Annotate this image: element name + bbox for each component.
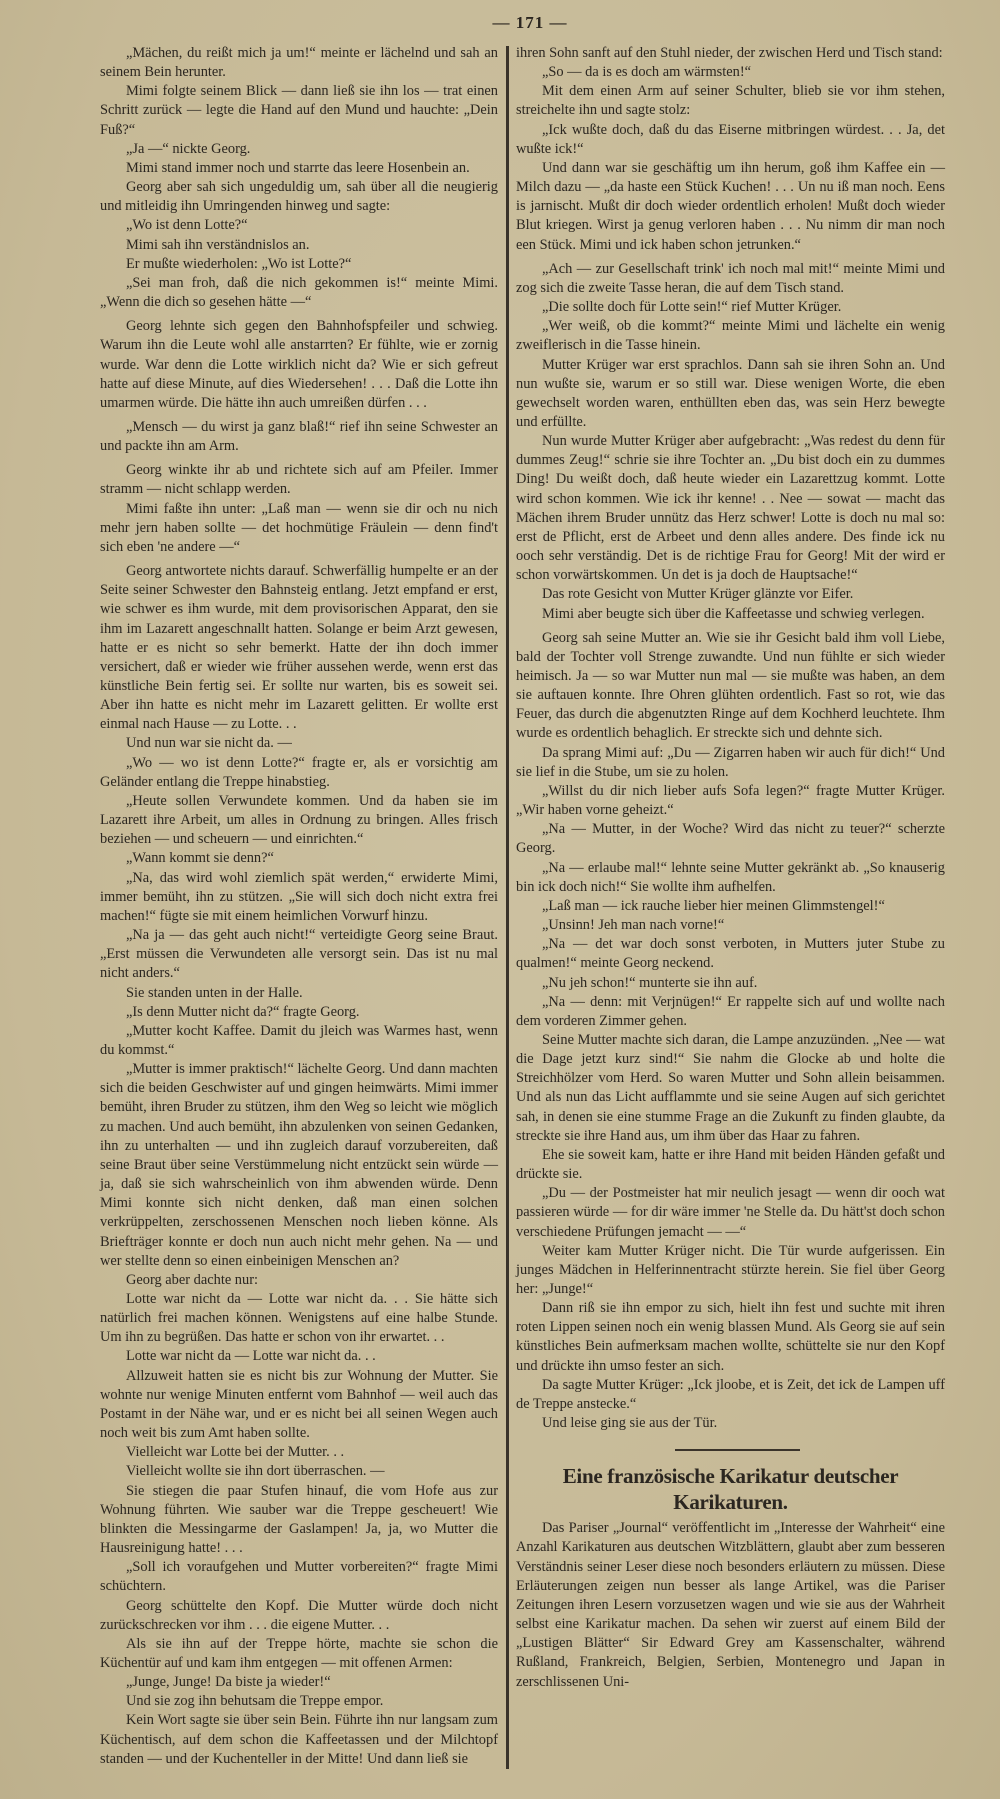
paragraph: „Mensch — du wirst ja ganz blaß!“ rief ihn seine Schwester an und packte ihn am Arm. — [100, 418, 498, 455]
paragraph: Nun wurde Mutter Krüger aber aufgebracht: „Was redest du denn für dummes Zeug!“ schrie sie ihre Tochter an. „Du bist doch ein zu dummes Ding! Du weißt doch, daß heute wieder ein Lazarettzug kommt. Lotte wird schon kommen. Wie ick ihr kenne! . . Nee — sowat — macht das Mächen ihrem Bruder unnütz das Herz schwer! Lotte is doch nu mal so: erst de Pflicht, erst de Arbeet und denn alles andere. Des finde ick nu ooch sehr verständig. Det is de richtige Frau for Georg! Mit der wird er schon vorwärtskommen. Un det is ja doch de Hauptsache!“ — [516, 433, 945, 584]
paragraph: Georg schüttelte den Kopf. Die Mutter würde doch nicht zurückschrecken vor ihm . . . die eigene Mutter. . . — [100, 1597, 498, 1633]
paragraph: „Na — erlaube mal!“ lehnte seine Mutter gekränkt ab. „So knauserig bin ick doch nich!“ Sie wollte ihm aufhelfen. — [516, 859, 945, 895]
section-separator — [675, 1449, 800, 1451]
paragraph: Sie standen unten in der Halle. — [126, 984, 303, 1001]
paragraph: „Wann kommt sie denn?“ — [126, 850, 274, 867]
paragraph: „Mächen, du reißt mich ja um!“ meinte er lächelnd und sah an seinem Bein herunter. — [100, 45, 498, 81]
paragraph: Mutter Krüger war erst sprachlos. Dann sah sie ihren Sohn an. Und nun wußte sie, warum er so still war. Diese wenigen Worte, die eben gewechselt worden waren, enthüllten eben das, was sein Herz bewegte und erfüllte. — [516, 356, 945, 430]
paragraph: Vielleicht wollte sie ihn dort überraschen. — — [126, 1463, 385, 1480]
right-area — [516, 44, 945, 1769]
paragraph: „So — da is es doch am wärmsten!“ — [542, 64, 752, 81]
paragraph: Seine Mutter machte sich daran, die Lampe anzuzünden. „Nee — wat die Dage jetzt kurz sind!“ Sie nahm die Glocke ab und holte die Streichhölzer vom Herd. So waren Mutter und Sohn allein beisammen. Und als nun das Licht aufflammte und sie seine Augen auf sich gerichtet sah, in denen sie eine stumme Frage an die Zukunft zu finden glaubte, da streckte sie ihre Hand aus, um ihm über das Haar zu fahren. — [516, 1031, 945, 1144]
paragraph: Georg aber sah sich ungeduldig um, sah über all die neugierig und mitleidig ihn Umringenden hinweg und sagte: — [100, 179, 498, 215]
paragraph: Sie stiegen die paar Stufen hinauf, die vom Hofe aus zur Wohnung führten. Wie sauber war die Treppe gescheuert! Wie blinkten die Messingarme der Gaslampen! Ja, ja, wo Mutter die Hausreinigung hatte! . . . — [100, 1482, 498, 1557]
paragraph: Und sie zog ihn behutsam die Treppe empor. — [126, 1693, 384, 1710]
paragraph: Allzuweit hatten sie es nicht bis zur Wohnung der Mutter. Sie wohnte nur wenige Minuten entfernt vom Bahnhof — weil auch das Postamt in der Nähe war, und er es nicht bei all seinen Wegen auch noch weit bis zum Amt haben sollte. — [100, 1367, 498, 1442]
paragraph: „Nu jeh schon!“ munterte sie ihn auf. — [542, 974, 758, 991]
paragraph: „Du — der Postmeister hat mir neulich jesagt — wenn dir ooch wat passieren würde — for dir wäre immer 'ne Stelle da. Du hätt'st doch schon verschiedene Prüfungen jemacht — —“ — [516, 1185, 945, 1240]
paragraph: „Mutter kocht Kaffee. Damit du jleich was Warmes hast, wenn du kommst.“ — [100, 1022, 498, 1058]
paragraph: „Willst du dir nich lieber aufs Sofa legen?“ fragte Mutter Krüger. „Wir haben vorne geheizt.“ — [516, 782, 945, 819]
column-divider — [506, 46, 509, 1769]
page-number: — 171 — — [492, 13, 568, 32]
paragraph: „Ja —“ nickte Georg. — [126, 140, 251, 157]
paragraph: Das rote Gesicht von Mutter Krüger glänzte vor Eifer. — [542, 586, 854, 603]
paragraph: Georg lehnte sich gegen den Bahnhofspfeiler und schwieg. Warum ihn die Leute wohl alle anstarrten? Er fühlte, wie er zornig wurde. War denn die Lotte wirklich nicht da? Wie er sich gefreut hatte auf diese Minute, auf dies Wiedersehen! . . . Daß die Lotte ihn umarmen würde. Die hätte ihn auch umreißen dürfen . . . — [100, 318, 498, 411]
paragraph: „Na — det war doch sonst verboten, in Mutters juter Stube zu qualmen!“ meinte Georg neckend. — [516, 936, 945, 972]
paragraph: „Mutter is immer praktisch!“ lächelte Georg. Und dann machten sich die beiden Geschwister auf und gingen heimwärts. Mimi immer bemüht, ihren Bruder zu stützen, ihm den Weg so leicht wie möglich zu machen. Und auch bemüht, ihn abzulenken von seinen Gedanken, ihn zu unterhalten — und ihn zugleich darauf vorzubereiten, daß seine Braut über seine Verstümmelung nicht entzückt sein würde — ja, daß sie sich wahrscheinlich von ihm abwenden würde. Denn Mimi konnte sich nicht denken, daß man einen solchen verkrüppelten, zerschossenen Menschen noch lieben könne. Als Briefträger konnte er doch nun auch nicht mehr gehen. Na — und wer stellte denn so einen einbeinigen Menschen an? — [100, 1061, 498, 1269]
paragraph: „Ick wußte doch, daß du das Eiserne mitbringen würdest. . . Ja, det wußte ick!“ — [516, 121, 945, 157]
paragraph: „Wo ist denn Lotte?“ — [126, 217, 248, 234]
paragraph: „Na, das wird wohl ziemlich spät werden,“ erwiderte Mimi, immer bemüht, ihn zu stützen. „Sie will sich doch nicht extra frei machen!“ fügte sie mit einem heimlichen Vorwurf hinzu. — [100, 869, 498, 924]
paragraph: „Unsinn! Jeh man nach vorne!“ — [542, 917, 725, 934]
paragraph: Weiter kam Mutter Krüger nicht. Die Tür wurde aufgerissen. Ein junges Mädchen in Helferinnentracht stürzte herein. Sie fiel über Georg her: „Junge!“ — [516, 1242, 945, 1297]
paragraph: Mimi sah ihn verständnislos an. — [126, 236, 310, 253]
article-headline: Eine französische Karikatur deutscher Karikaturen. — [562, 1464, 899, 1515]
left-column — [100, 44, 498, 1769]
paragraph: Da sprang Mimi auf: „Du — Zigarren haben wir auch für dich!“ Und sie lief in die Stube, um sie zu holen. — [516, 744, 945, 780]
paragraph: Und leise ging sie aus der Tür. — [542, 1415, 718, 1432]
paragraph: Mimi aber beugte sich über die Kaffeetasse und schwieg verlegen. — [542, 605, 925, 622]
paragraph: Kein Wort sagte sie über sein Bein. Führte ihn nur langsam zum Küchentisch, auf dem schon die Kaffeetassen und der Milchtopf standen — und der Kuchenteller in der Mitte! Und dann ließ sie — [100, 1712, 498, 1767]
paragraph: Georg winkte ihr ab und richtete sich auf am Pfeiler. Immer stramm — nicht schlapp werden. — [100, 462, 498, 498]
paragraph: „Na — Mutter, in der Woche? Wird das nicht zu teuer?“ scherzte Georg. — [516, 821, 945, 857]
paragraph: ihren Sohn sanft auf den Stuhl nieder, der zwischen Herd und Tisch stand: — [516, 45, 943, 61]
paragraph: Georg aber dachte nur: — [126, 1271, 258, 1288]
paragraph: „Is denn Mutter nicht da?“ fragte Georg. — [126, 1003, 360, 1020]
article-body — [516, 1519, 945, 1691]
paragraph: Als sie ihn auf der Treppe hörte, machte sie schon die Küchentür auf und kam ihm entgegen — mit offenen Armen: — [100, 1635, 498, 1671]
paragraph: „Ach — zur Gesellschaft trink' ich noch mal mit!“ meinte Mimi und zog sich die zweite Tasse heran, die auf dem Tisch stand. — [516, 260, 945, 296]
paragraph: „Laß man — ick rauche lieber hier meinen Glimmstengel!“ — [542, 897, 885, 914]
paragraph: Mimi folgte seinem Blick — dann ließ sie ihn los — trat einen Schritt zurück — legte die Hand auf den Mund und hauchte: „Dein Fuß?“ — [100, 83, 498, 138]
paragraph: Mit dem einen Arm auf seiner Schulter, blieb sie vor ihm stehen, streichelte ihn und sagte stolz: — [516, 83, 945, 119]
paragraph: Und nun war sie nicht da. — — [126, 735, 292, 752]
paragraph: „Junge, Junge! Da biste ja wieder!“ — [126, 1674, 331, 1691]
paragraph: „Na — denn: mit Verjnügen!“ Er rappelte sich auf und wollte nach dem vorderen Zimmer gehen. — [516, 993, 945, 1029]
paragraph: Lotte war nicht da — Lotte war nicht da. . . — [126, 1348, 376, 1365]
paragraph: Georg sah seine Mutter an. Wie sie ihr Gesicht bald ihm voll Liebe, bald der Tochter voll Strenge zuwandte. Und nun fühlte er sich wieder heimisch. Ja — so war Mutter nun mal — sie mußte was haben, an dem sie auftauen konnte. Ihre Ohren glühten ordentlich. Fast so rot, wie das Feuer, das durch die abgenutzten Ringe auf dem Kochherd leuchtete. Ihm wurde es ordentlich behaglich. Er streckte sich und dehnte sich. — [516, 629, 945, 742]
right-column — [516, 44, 945, 1433]
paragraph: „Wer weiß, ob die kommt?“ meinte Mimi und lächelte ein wenig zweiflerisch in die Tasse hinein. — [516, 318, 945, 354]
paragraph: Lotte war nicht da — Lotte war nicht da. . . Sie hätte sich natürlich frei machen können. Wenigstens auf eine halbe Stunde. Um ihn zu begrüßen. Das hatte er schon von ihr erwartet. . . — [100, 1291, 498, 1346]
paragraph: Georg antwortete nichts darauf. Schwerfällig humpelte er an der Seite seiner Schwester den Bahnsteig entlang. Jetzt empfand er erst, wie schwer es ihm wurde, mit dem provisorischen Apparat, den sie ihm im Lazarett angeschnallt hatten. Solange er beim Arzt gewesen, hatte er es nicht so sehr bemerkt. Hatte der ihn doch immer versichert, daß er wieder wie früher aussehen werde, wenn erst das künstliche Bein fertig sei. Er sollte nur warten, bis es soweit sei. Aber ihn hatte es nicht mehr im Lazarett gelitten. Er wollte erst einmal nach Hause — zu Lotte. . . — [100, 563, 498, 733]
paragraph: Vielleicht war Lotte bei der Mutter. . . — [126, 1444, 345, 1461]
paragraph: „Die sollte doch für Lotte sein!“ rief Mutter Krüger. — [542, 299, 842, 316]
paragraph: Da sagte Mutter Krüger: „Ick jloobe, et is Zeit, det ick de Lampen uff de Treppe anstecke.“ — [516, 1376, 945, 1412]
paragraph: Dann riß sie ihn empor zu sich, hielt ihn fest und suchte mit ihren roten Lippen seinen noch ein wenig blassen Mund. Als Georg sie auf sein künstliches Bein aufmerksam machen wollte, schüttelte sie nur den Kopf und drückte ihn umso fester an sich. — [516, 1300, 945, 1374]
article-paragraph: Das Pariser „Journal“ veröffentlicht im „Interesse der Wahrheit“ eine Anzahl Karikaturen aus deutschen Witzblättern, glaubt aber zum besseren Verständnis seiner Leser diese noch besonders erläutern zu müssen. Diese Erläuterungen zeigen nun besser als lange Artikel, was die Pariser Zeitungen ihren Lesern vorzusetzen wagen und wie sie aus der Wahrheit selbst eine Karikatur machen. Da sehen wir zuerst auf einem Bild der „Lustigen Blätter“ Sir Edward Grey am Kassenschalter, während Rußland, Frankreich, Belgien, Serbien, Montenegro und Japan in zerschlissenen Uni- — [516, 1520, 945, 1690]
paragraph: „Heute sollen Verwundete kommen. Und da haben sie im Lazarett ihre Arbeit, um alles in Ordnung zu bringen. Alles frisch beziehen — und scheuern — und einrichten.“ — [100, 792, 498, 848]
paragraph: Er mußte wiederholen: „Wo ist Lotte?“ — [126, 255, 352, 272]
paragraph: „Wo — wo ist denn Lotte?“ fragte er, als er vorsichtig am Geländer entlang die Treppe hinabstieg. — [100, 754, 498, 790]
columns — [100, 44, 945, 1769]
paragraph: „Soll ich voraufgehen und Mutter vorbereiten?“ fragte Mimi schüchtern. — [100, 1559, 498, 1595]
paragraph: „Sei man froh, daß die nich gekommen is!“ meinte Mimi. „Wenn die dich so gesehen hätte —“ — [100, 274, 498, 311]
paragraph: „Na ja — das geht auch nicht!“ verteidigte Georg seine Braut. „Erst müssen die Verwundeten alle versorgt sein. Das ist nu mal nicht anders.“ — [100, 927, 498, 982]
paragraph: Mimi stand immer noch und starrte das leere Hosenbein an. — [126, 159, 470, 176]
paragraph: Mimi faßte ihn unter: „Laß man — wenn sie dir och nu nich mehr jern haben sollte — det hochmütige Fräulein — denn find't sich eben 'ne andere —“ — [100, 500, 498, 555]
paragraph: Ehe sie soweit kam, hatte er ihre Hand mit beiden Händen gefaßt und drückte sie. — [516, 1146, 945, 1183]
paragraph: Und dann war sie geschäftig um ihn herum, goß ihm Kaffee ein — Milch dazu — „da haste een Stück Kuchen! . . . Un nu iß man noch. Eens is jarnischt. Mußt dir doch wieder ordentlich erholen! Mußt doch wieder Blut kriegen. Wirst ja genug verloren haben . . . Nu nimm dir man noch een Stück. Mimi und ick haben schon jetrunken.“ — [516, 159, 945, 253]
